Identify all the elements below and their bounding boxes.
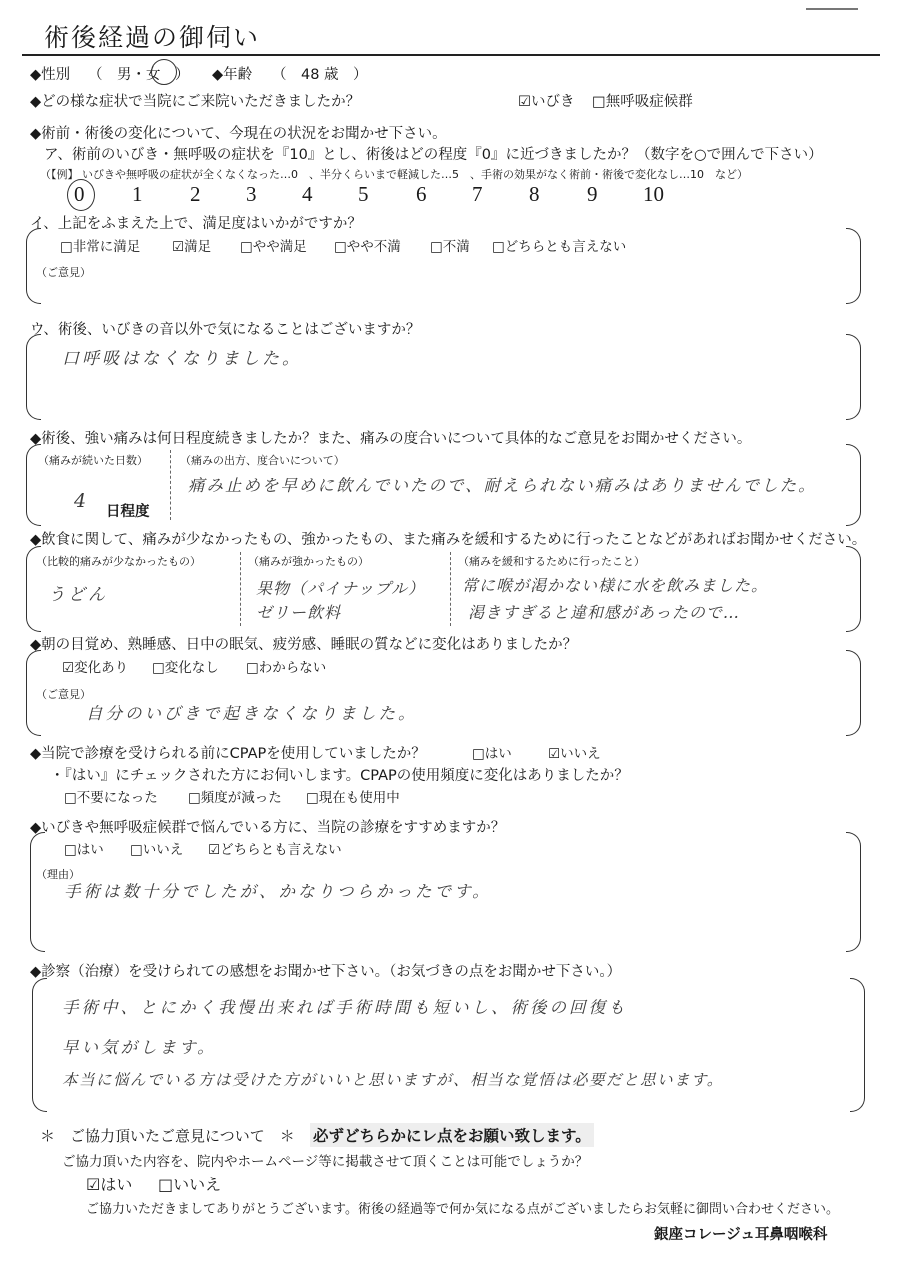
- morning-option-unchanged[interactable]: □変化なし: [152, 660, 219, 676]
- meal-divider-1: [240, 552, 241, 626]
- age-value: （ 48 歳 ）: [272, 67, 368, 83]
- footer-note: ＊ ご協力頂いたご意見について ＊: [40, 1127, 295, 1145]
- cpap-option-unnecessary[interactable]: □不要になった: [64, 790, 158, 806]
- footer-permission-question: ご協力頂いた内容を、院内やホームページ等に掲載させて頂くことは可能でしょうか？: [62, 1154, 589, 1170]
- top-edge-mark: [806, 0, 858, 10]
- pain-days-unit: 日程度: [106, 504, 150, 520]
- meal-relief-answer-1: 常に喉が渇かない様に水を飲みました。: [462, 576, 769, 595]
- recommend-option-yes[interactable]: □はい: [64, 842, 104, 858]
- satisfaction-option-dissatisfied[interactable]: □不満: [430, 239, 470, 255]
- score-10[interactable]: 10: [643, 182, 664, 206]
- other-bracket-left: [26, 334, 41, 420]
- meal-divider-2: [450, 552, 451, 626]
- permission-option-no[interactable]: □いいえ: [158, 1175, 222, 1194]
- symptom-option-apnea[interactable]: □無呼吸症候群: [592, 94, 693, 110]
- recommend-question: ◆いびきや無呼吸症候群で悩んでいる方に、当院の診療をすすめますか？: [30, 820, 506, 836]
- selected-score-circle: [67, 179, 95, 211]
- gender-value: （ 男・女 ）: [88, 67, 190, 83]
- title-underline: [22, 54, 880, 56]
- score-9[interactable]: 9: [587, 182, 598, 206]
- cpap-option-no[interactable]: ☑いいえ: [548, 746, 601, 762]
- score-0[interactable]: 0: [74, 182, 85, 207]
- recommend-bracket-right: [846, 832, 861, 952]
- meal-strong-answer-2: ゼリー飲料: [256, 603, 342, 622]
- morning-option-changed[interactable]: ☑変化あり: [62, 660, 129, 676]
- footer-note-bold: 必ずどちらかにレ点をお願い致します。: [310, 1123, 594, 1147]
- other-bracket-right: [846, 334, 861, 420]
- pain-degree-label: （痛みの出方、度合いについて）: [180, 454, 345, 467]
- morning-question: ◆朝の目覚め、熟睡感、日中の眠気、疲労感、睡眠の質などに変化はありましたか？: [30, 637, 578, 653]
- satisfaction-question: イ、上記をふまえた上で、満足度はいかがですか？: [30, 216, 362, 232]
- cpap-followup-question: ・『はい』にチェックされた方にお伺いします。CPAPの使用頻度に変化はありましたか？: [50, 768, 629, 784]
- meal-strong-label: （痛みが強かったもの）: [248, 555, 369, 568]
- meal-less-answer: うどん: [48, 585, 108, 605]
- gender-label: ◆性別: [30, 67, 71, 83]
- meal-question: ◆飲食に関して、痛みが少なかったもの、強かったもの、また痛みを緩和するために行ったことなどがあればお聞かせください。: [30, 532, 867, 548]
- recommend-option-no[interactable]: □いいえ: [130, 842, 184, 858]
- gender-circle: [151, 59, 177, 85]
- cpap-option-yes[interactable]: □はい: [472, 746, 512, 762]
- score-5[interactable]: 5: [358, 182, 369, 206]
- recommend-reason-label: （理由）: [36, 868, 80, 881]
- score-scale: [68, 182, 708, 214]
- impression-question: ◆診察（治療）を受けられての感想をお聞かせ下さい。（お気づきの点をお聞かせ下さい。）: [30, 964, 622, 980]
- pain-question: ◆術後、強い痛みは何日程度続きましたか？また、痛みの度合いについて具体的なご意見をお聞かせください。: [30, 431, 752, 447]
- page-title: 術後経過の御伺い: [44, 23, 261, 52]
- pain-days-value: 4: [74, 490, 90, 512]
- recommend-bracket-left: [30, 832, 45, 952]
- morning-bracket-right: [846, 650, 861, 736]
- score-6[interactable]: 6: [416, 182, 427, 206]
- score-2[interactable]: 2: [190, 182, 201, 206]
- satisfaction-option-somewhat-satisfied[interactable]: □やや満足: [240, 239, 307, 255]
- meal-relief-label: （痛みを緩和するために行ったこと）: [458, 555, 645, 568]
- cpap-option-still-using[interactable]: □現在も使用中: [306, 790, 400, 806]
- pain-bracket-right: [846, 444, 861, 526]
- meal-bracket-right: [846, 546, 861, 632]
- satisfaction-bracket-right: [846, 228, 861, 304]
- change-sub-question: ア、術前のいびき・無呼吸の症状を『10』とし、術後はどの程度『0』に近づきましたか？（数字を○で囲んで下さい）: [44, 147, 823, 163]
- satisfaction-option-somewhat-dissatisfied[interactable]: □やや不満: [334, 239, 401, 255]
- cpap-question: ◆当院で診療を受けられる前にCPAPを使用していましたか？: [30, 746, 426, 762]
- morning-option-unknown[interactable]: □わからない: [246, 660, 327, 676]
- change-example: （【例】 いびきや無呼吸の症状が全くなくなった…0 、半分くらいまで軽減した…5 、手術の効果がなく術前・術後で変化なし…10 など）: [40, 168, 748, 181]
- score-8[interactable]: 8: [529, 182, 540, 206]
- satisfaction-opinion-label: （ご意見）: [36, 266, 91, 279]
- meal-strong-answer-1: 果物（パイナップル）: [256, 579, 426, 598]
- symptoms-question: ◆どの様な症状で当院にご来院いただきましたか？: [30, 94, 361, 110]
- recommend-option-neither[interactable]: ☑どちらとも言えない: [208, 842, 342, 858]
- footer-thanks: ご協力いただきましてありがとうございます。術後の経過等で何か気になる点がございましたらお気軽に御問い合わせください。: [86, 1202, 839, 1217]
- other-answer: 口呼吸はなくなりました。: [62, 349, 302, 369]
- satisfaction-option-satisfied[interactable]: ☑満足: [172, 239, 212, 255]
- age-label: ◆年齢: [212, 67, 253, 83]
- satisfaction-option-neither[interactable]: □どちらとも言えない: [492, 239, 627, 255]
- impression-line-1: 手術中、とにかく我慢出来れば手術時間も短いし、術後の回復も: [62, 998, 628, 1017]
- pain-divider: [170, 450, 171, 520]
- score-1[interactable]: 1: [132, 182, 143, 206]
- impression-bracket-right: [850, 978, 865, 1112]
- meal-less-label: （比較的痛みが少なかったもの）: [36, 555, 201, 568]
- impression-line-2: 早い気がします。: [62, 1038, 217, 1057]
- change-question: ◆術前・術後の変化について、今現在の状況をお聞かせ下さい。: [30, 126, 447, 142]
- symptom-option-snoring[interactable]: ☑いびき: [518, 94, 575, 110]
- recommend-answer: 手術は数十分でしたが、かなりつらかったです。: [64, 882, 492, 901]
- satisfaction-option-very-satisfied[interactable]: □非常に満足: [60, 239, 141, 255]
- impression-bracket-left: [32, 978, 47, 1112]
- score-7[interactable]: 7: [472, 182, 483, 206]
- score-3[interactable]: 3: [246, 182, 257, 206]
- impression-line-3: 本当に悩んでいる方は受けた方がいいと思いますが、相当な覚悟は必要だと思います。: [62, 1071, 724, 1089]
- other-question: ウ、術後、いびきの音以外で気になることはございますか？: [30, 322, 421, 338]
- permission-option-yes[interactable]: ☑はい: [86, 1175, 133, 1194]
- meal-relief-answer-2: 渇きすぎると違和感があったので…: [468, 603, 740, 622]
- cpap-option-reduced[interactable]: □頻度が減った: [188, 790, 282, 806]
- morning-opinion-label: （ご意見）: [36, 688, 91, 701]
- score-4[interactable]: 4: [302, 182, 313, 206]
- pain-degree-answer: 痛み止めを早めに飲んでいたので、耐えられない痛みはありませんでした。: [188, 476, 817, 495]
- morning-answer: 自分のいびきで起きなくなりました。: [86, 704, 418, 723]
- pain-days-label: （痛みが続いた日数）: [38, 454, 148, 467]
- clinic-name: 銀座コレージュ耳鼻咽喉科: [654, 1227, 828, 1243]
